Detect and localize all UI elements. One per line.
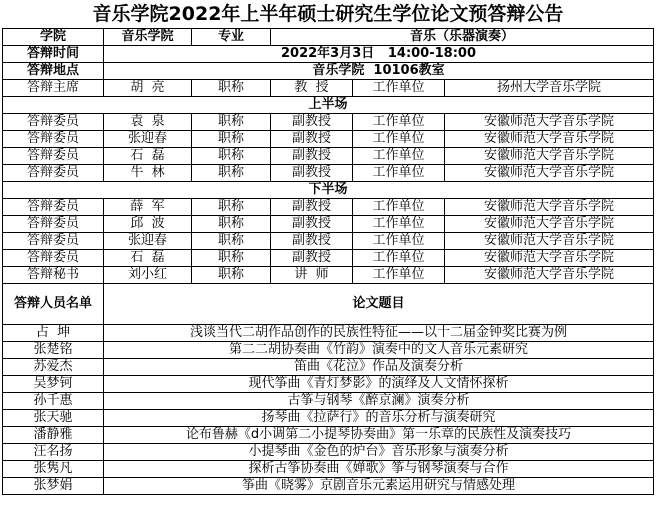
member-unit-value: 安徽师范大学音乐学院 <box>445 131 654 148</box>
member-title-value: 副教授 <box>271 250 353 267</box>
member-title-value: 副教授 <box>271 114 353 131</box>
student-name: 张梦娟 <box>3 478 104 495</box>
member-role: 答辩委员 <box>3 148 104 165</box>
member-name: 牛 林 <box>104 165 192 182</box>
member-unit-label: 工作单位 <box>353 250 445 267</box>
chair-title-value: 教 授 <box>271 80 353 97</box>
chair-role: 答辩主席 <box>3 80 104 97</box>
member-role: 答辩委员 <box>3 165 104 182</box>
member-name: 石 磊 <box>104 148 192 165</box>
students-header-row <box>3 284 654 325</box>
member-row <box>3 165 654 182</box>
place-row <box>3 63 654 80</box>
member-row <box>3 148 654 165</box>
time-value: 2022年3月3日 14:00-18:00 <box>104 46 654 63</box>
member-title-value: 副教授 <box>271 165 353 182</box>
time-row <box>3 46 654 63</box>
member-row <box>3 250 654 267</box>
chair-name: 胡 亮 <box>104 80 192 97</box>
member-name: 张迎春 <box>104 131 192 148</box>
member-title-value: 副教授 <box>271 131 353 148</box>
time-label: 答辩时间 <box>3 46 104 63</box>
place-value: 音乐学院 10106教室 <box>104 63 654 80</box>
member-unit-value: 安徽师范大学音乐学院 <box>445 267 654 284</box>
member-name: 邱 波 <box>104 216 192 233</box>
member-title-label: 职称 <box>192 233 271 250</box>
member-title-label: 职称 <box>192 114 271 131</box>
member-unit-label: 工作单位 <box>353 199 445 216</box>
member-unit-value: 安徽师范大学音乐学院 <box>445 114 654 131</box>
defense-table <box>2 28 654 495</box>
chair-row <box>3 80 654 97</box>
student-topic: 小提琴曲《金色的炉台》音乐形象与演奏分析 <box>104 444 654 461</box>
member-name: 石 磊 <box>104 250 192 267</box>
section-second-half <box>3 182 654 199</box>
college-row <box>3 29 654 46</box>
major-value: 音乐（乐器演奏） <box>271 29 654 46</box>
student-row <box>3 478 654 495</box>
member-role: 答辩委员 <box>3 199 104 216</box>
college-value: 音乐学院 <box>104 29 192 46</box>
member-row <box>3 131 654 148</box>
section-first-half-label: 上半场 <box>3 97 654 114</box>
member-title-value: 副教授 <box>271 216 353 233</box>
section-first-half <box>3 97 654 114</box>
student-topic: 第二二胡协奏曲《竹韵》演奏中的文人音乐元素研究 <box>104 342 654 359</box>
member-title-value: 讲 师 <box>271 267 353 284</box>
student-topic: 古筝与钢琴《醉京澜》演奏分析 <box>104 393 654 410</box>
member-title-label: 职称 <box>192 131 271 148</box>
announcement-title: 音乐学院2022年上半年硕士研究生学位论文预答辩公告 <box>92 3 564 25</box>
student-name: 占 坤 <box>3 325 104 342</box>
place-label: 答辩地点 <box>3 63 104 80</box>
member-title-label: 职称 <box>192 250 271 267</box>
member-role: 答辩秘书 <box>3 267 104 284</box>
table-body <box>3 29 654 495</box>
member-role: 答辩委员 <box>3 250 104 267</box>
member-title-value: 副教授 <box>271 148 353 165</box>
member-row <box>3 216 654 233</box>
chair-title-label: 职称 <box>192 80 271 97</box>
member-title-label: 职称 <box>192 165 271 182</box>
member-unit-label: 工作单位 <box>353 114 445 131</box>
student-topic: 论布鲁赫《d小调第二小提琴协奏曲》第一乐章的民族性及演奏技巧 <box>104 427 654 444</box>
member-unit-label: 工作单位 <box>353 165 445 182</box>
member-unit-value: 安徽师范大学音乐学院 <box>445 233 654 250</box>
member-unit-value: 安徽师范大学音乐学院 <box>445 165 654 182</box>
chair-unit-value: 扬州大学音乐学院 <box>445 80 654 97</box>
student-row <box>3 376 654 393</box>
member-unit-value: 安徽师范大学音乐学院 <box>445 199 654 216</box>
member-name: 薛 军 <box>104 199 192 216</box>
student-topic: 探析古筝协奏曲《婵歌》筝与钢琴演奏与合作 <box>104 461 654 478</box>
major-label: 专业 <box>192 29 271 46</box>
member-unit-label: 工作单位 <box>353 267 445 284</box>
member-unit-value: 安徽师范大学音乐学院 <box>445 216 654 233</box>
chair-unit-label: 工作单位 <box>353 80 445 97</box>
student-row <box>3 410 654 427</box>
college-label: 学院 <box>3 29 104 46</box>
student-name: 孙千惠 <box>3 393 104 410</box>
student-name: 吴梦钶 <box>3 376 104 393</box>
member-role: 答辩委员 <box>3 131 104 148</box>
member-unit-label: 工作单位 <box>353 148 445 165</box>
student-row <box>3 427 654 444</box>
student-name: 苏爱杰 <box>3 359 104 376</box>
member-title-label: 职称 <box>192 148 271 165</box>
section-second-half-label: 下半场 <box>3 182 654 199</box>
member-role: 答辩委员 <box>3 114 104 131</box>
member-title-label: 职称 <box>192 199 271 216</box>
member-row <box>3 267 654 284</box>
student-row <box>3 342 654 359</box>
student-name: 潘静雅 <box>3 427 104 444</box>
student-row <box>3 359 654 376</box>
member-title-label: 职称 <box>192 267 271 284</box>
member-unit-label: 工作单位 <box>353 216 445 233</box>
student-row <box>3 393 654 410</box>
students-topic-header: 论文题目 <box>104 284 654 325</box>
student-name: 张隽凡 <box>3 461 104 478</box>
member-row <box>3 233 654 250</box>
member-unit-label: 工作单位 <box>353 131 445 148</box>
member-row <box>3 114 654 131</box>
student-row <box>3 461 654 478</box>
student-row <box>3 444 654 461</box>
student-row <box>3 325 654 342</box>
student-name: 张楚铭 <box>3 342 104 359</box>
member-title-value: 副教授 <box>271 199 353 216</box>
member-name: 张迎春 <box>104 233 192 250</box>
member-row <box>3 199 654 216</box>
students-name-header: 答辩人员名单 <box>3 284 104 325</box>
student-topic: 筝曲《晓雾》京剧音乐元素运用研究与情感处理 <box>104 478 654 495</box>
student-topic: 现代筝曲《青灯梦影》的演绎及人文情怀探析 <box>104 376 654 393</box>
member-name: 刘小红 <box>104 267 192 284</box>
member-title-label: 职称 <box>192 216 271 233</box>
member-name: 袁 泉 <box>104 114 192 131</box>
member-unit-value: 安徽师范大学音乐学院 <box>445 148 654 165</box>
student-name: 张天驰 <box>3 410 104 427</box>
member-role: 答辩委员 <box>3 216 104 233</box>
student-topic: 扬琴曲《拉萨行》的音乐分析与演奏研究 <box>104 410 654 427</box>
member-unit-value: 安徽师范大学音乐学院 <box>445 250 654 267</box>
member-title-value: 副教授 <box>271 233 353 250</box>
student-topic: 浅谈当代二胡作品创作的民族性特征——以十二届金钟奖比赛为例 <box>104 325 654 342</box>
student-topic: 笛曲《花泣》作品及演奏分析 <box>104 359 654 376</box>
student-name: 汪名扬 <box>3 444 104 461</box>
member-role: 答辩委员 <box>3 233 104 250</box>
member-unit-label: 工作单位 <box>353 233 445 250</box>
